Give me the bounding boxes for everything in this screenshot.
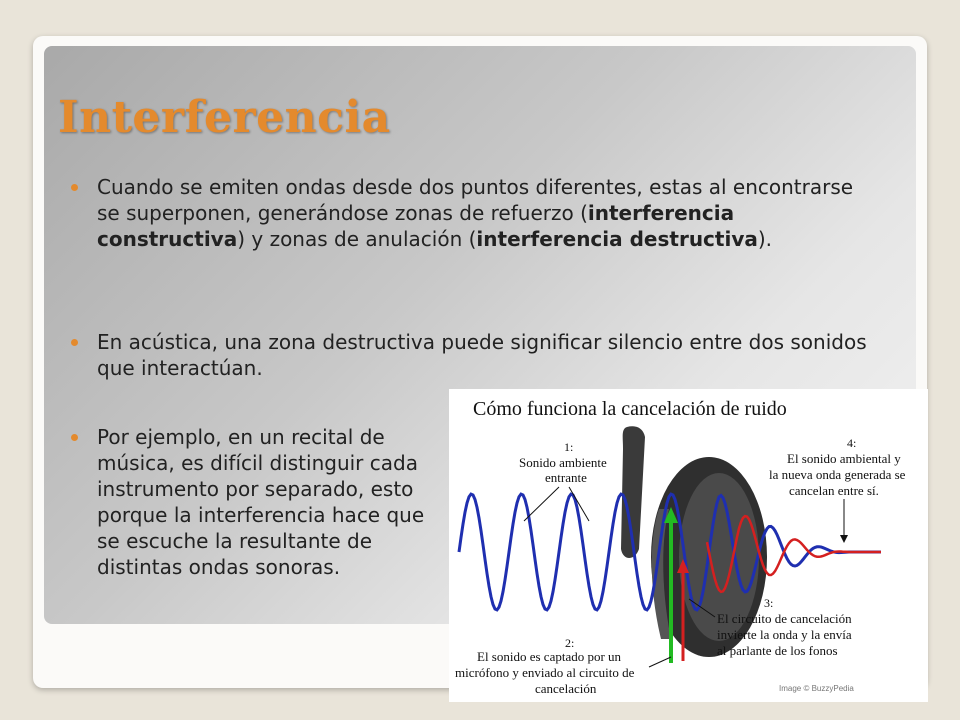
bullet-1-text-1: Cuando se emiten ondas desde dos puntos diferentes, estas al encontrarse se superponen, generándose zonas de refuerzo ( xyxy=(97,175,854,225)
step-4-label-line-3: cancelan entre sí. xyxy=(789,483,879,498)
step-3-label-line-2: invierte la onda y la envía xyxy=(717,627,852,642)
bullet-acoustics xyxy=(97,329,887,381)
figure-title: Cómo funciona la cancelación de ruido xyxy=(473,398,787,420)
step-3-label-line-3: al parlante de los fonos xyxy=(717,643,838,658)
step-4-pointer-head xyxy=(840,535,848,543)
step-1-label-line-2: entrante xyxy=(545,470,587,485)
step-2-label-line-2: micrófono y enviado al circuito de xyxy=(455,665,635,680)
bullet-1-bold-constructive: interferencia constructiva xyxy=(97,201,735,251)
step-1-number: 1: xyxy=(564,440,574,454)
step-2-label-line-1: El sonido es captado por un xyxy=(477,649,622,664)
bullet-recital-example xyxy=(97,424,432,580)
bullet-3-text: Por ejemplo, en un recital de música, es difícil distinguir cada instrumento por separado, esto porque la interferencia hace que se escuche la resultante de distintas ondas sonoras. xyxy=(97,425,425,579)
step-4-number: 4: xyxy=(847,436,857,450)
image-credit: Image © BuzzyPedia xyxy=(779,684,854,693)
step-2-pointer xyxy=(649,657,671,667)
noise-cancelling-diagram xyxy=(449,389,928,702)
bullet-dot xyxy=(71,184,78,191)
step-2-number: 2: xyxy=(565,636,575,650)
bullet-1-text-3: ). xyxy=(757,227,773,251)
bullet-dot xyxy=(71,339,78,346)
step-4-label-line-1: El sonido ambiental y xyxy=(787,451,901,466)
step-1-label-line-1: Sonido ambiente xyxy=(519,455,607,470)
bullet-2-text: En acústica, una zona destructiva puede significar silencio entre dos sonidos que interactúan. xyxy=(97,330,867,380)
step-3-label-line-1: El circuito de cancelación xyxy=(717,611,852,626)
slide-title: Interferencia xyxy=(58,92,391,143)
step-2-label-line-3: cancelación xyxy=(535,681,597,696)
step-4-label-line-2: la nueva onda generada se xyxy=(769,467,906,482)
bullet-1-bold-destructive: interferencia destructiva xyxy=(476,227,758,251)
bullet-interference xyxy=(97,174,877,252)
bullet-1-text-2: ) y zonas de anulación ( xyxy=(237,227,477,251)
bullet-dot xyxy=(71,434,78,441)
step-3-number: 3: xyxy=(764,596,774,610)
noise-cancelling-figure xyxy=(449,389,928,702)
step-1-pointer-left xyxy=(524,487,559,521)
